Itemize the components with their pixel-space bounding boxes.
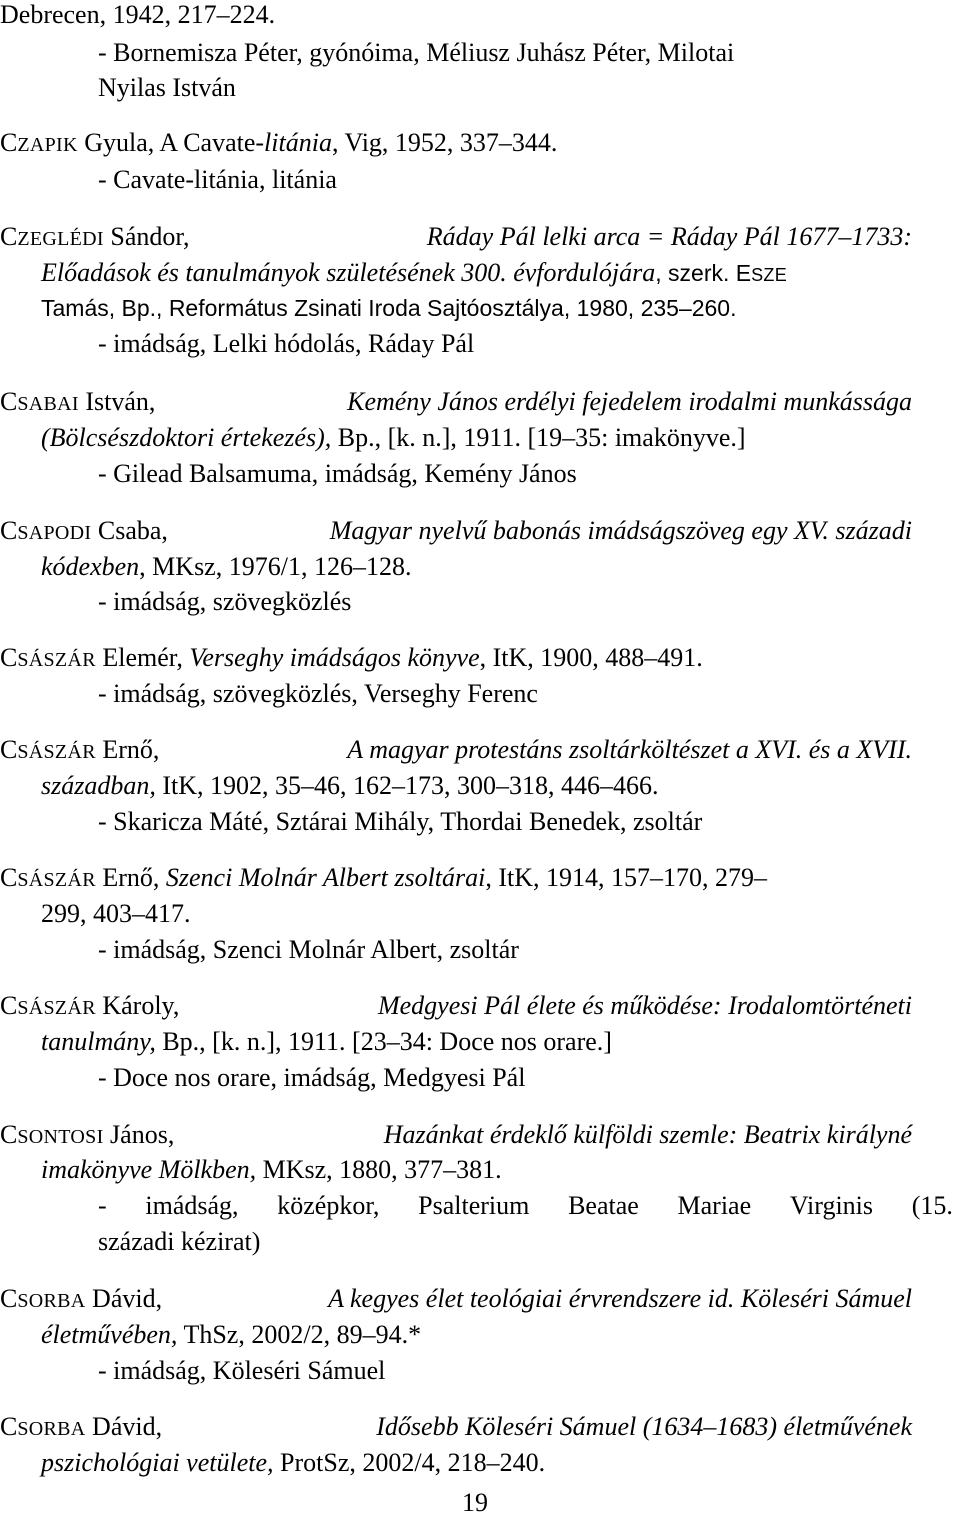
author-initial: C xyxy=(0,387,18,416)
bib-entry xyxy=(0,385,912,419)
author-surname: SORBA xyxy=(17,1418,86,1440)
entry-line xyxy=(41,769,659,803)
page-number: 19 xyxy=(462,1488,488,1517)
bib-entry xyxy=(0,126,557,160)
publication: ThSz, 2002/2, 89–94.* xyxy=(177,1320,422,1349)
author-surname: SÁSZÁR xyxy=(17,741,96,763)
author-surname: ZEGLÉDI xyxy=(17,228,104,250)
bib-entry xyxy=(0,733,912,767)
title: életművében, xyxy=(41,1320,178,1349)
author-first-name: Károly, xyxy=(102,991,180,1020)
entry-line xyxy=(41,1446,545,1480)
author-surname: ZAPIK xyxy=(17,134,78,156)
title: Medgyesi Pál élete és működése: Irodalomtörténeti xyxy=(377,991,912,1020)
title: Verseghy imádságos könyve xyxy=(189,643,480,672)
keyword-line: - imádság, Szenci Molnár Albert, zsoltár xyxy=(98,935,519,964)
keyword-line: - Bornemisza Péter, gyónóima, Méliusz Juhász Péter, Milotai xyxy=(98,38,735,67)
keyword-line: - Cavate-litánia, litánia xyxy=(98,165,337,194)
publication: ProtSz, 2002/4, 218–240. xyxy=(273,1448,546,1477)
author-first-name: István, xyxy=(85,387,156,416)
publication: ItK, 1902, 35–46, 162–173, 300–318, 446–466. xyxy=(155,771,659,800)
publication: , ItK, 1914, 157–170, 279– xyxy=(485,863,768,892)
keyword-word: Virginis xyxy=(789,1191,874,1220)
author-first-name: Gyula, xyxy=(84,128,155,157)
author-first-name: Ernő, xyxy=(102,863,160,892)
title: A magyar protestáns zsoltárköltészet a XVI. és a XVII. xyxy=(347,735,912,764)
publication: , szerk. xyxy=(655,260,736,286)
author-initial: C xyxy=(0,222,18,251)
entry-line xyxy=(41,256,787,290)
title-italic: litánia xyxy=(264,128,332,157)
author-surname: SÁSZÁR xyxy=(17,869,96,891)
title: században, xyxy=(41,771,156,800)
entry-line: 299, 403–417. xyxy=(41,899,191,928)
keyword-line: - imádság, szövegközlés, Verseghy Ferenc xyxy=(98,679,538,708)
publication: , ItK, 1900, 488–491. xyxy=(479,643,703,672)
title: pszichológiai vetülete, xyxy=(41,1448,274,1477)
keyword-line: Nyilas István xyxy=(98,73,236,102)
keyword-word: Psalterium xyxy=(418,1191,530,1220)
author-initial: C xyxy=(0,1120,18,1149)
title: Hazánkat érdeklő külföldi szemle: Beatrix királyné xyxy=(383,1120,912,1149)
publication: MKsz, 1880, 377–381. xyxy=(256,1155,502,1184)
entry-line xyxy=(41,421,746,455)
keyword-word: Beatae xyxy=(568,1191,639,1220)
title: Magyar nyelvű babonás imádságszöveg egy XV. századi xyxy=(329,516,912,545)
keyword-line: - Gilead Balsamuma, imádság, Kemény János xyxy=(98,459,577,488)
author-initial: C xyxy=(0,1284,18,1313)
keyword-line: - Skaricza Máté, Sztárai Mihály, Thordai Benedek, zsoltár xyxy=(98,807,703,836)
title: (Bölcsészdoktori értekezés), xyxy=(41,423,332,452)
keyword-word: középkor, xyxy=(277,1191,380,1220)
keyword-word: imádság, xyxy=(145,1191,239,1220)
entry-line xyxy=(41,1025,612,1059)
author-first-name: Csaba, xyxy=(97,516,168,545)
title: tanulmány, xyxy=(41,1027,156,1056)
author-initial: C xyxy=(0,735,18,764)
publication: , Vig, 1952, 337–344. xyxy=(331,128,558,157)
title: imakönyve Mölkben, xyxy=(41,1155,257,1184)
author-first-name: Elemér, xyxy=(102,643,183,672)
author-initial: C xyxy=(0,1412,18,1441)
editor-first-name: Tamás, Bp. xyxy=(41,295,157,321)
publication: Bp., [k. n.], 1911. [23–34: Doce nos orare.] xyxy=(155,1027,612,1056)
bib-entry xyxy=(0,1282,912,1316)
keyword-word: Mariae xyxy=(677,1191,752,1220)
entry-line xyxy=(41,291,737,325)
publication: , Református Zsinati Iroda Sajtóosztálya, 1980, 235–260. xyxy=(156,295,737,321)
keyword-line: - imádság, szövegközlés xyxy=(98,587,352,616)
editor-initial: E xyxy=(735,260,752,286)
title: Kemény János erdélyi fejedelem irodalmi munkássága xyxy=(347,387,912,416)
author-initial: C xyxy=(0,516,18,545)
bib-entry xyxy=(0,1118,912,1152)
entry-line xyxy=(41,550,411,584)
title: A Cavate- xyxy=(159,128,265,157)
author-first-name: Dávid, xyxy=(92,1412,163,1441)
title: Ráday Pál lelki arca = Ráday Pál 1677–1733: xyxy=(426,222,912,251)
title: A kegyes élet teológiai érvrendszere id. Köleséri Sámuel xyxy=(328,1284,912,1313)
author-surname: SABAI xyxy=(17,393,79,415)
author-surname: SORBA xyxy=(17,1290,86,1312)
title: Idősebb Köleséri Sámuel (1634–1683) életművének xyxy=(376,1412,912,1441)
title: Szenci Molnár Albert zsoltárai xyxy=(165,863,486,892)
title: Előadások és tanulmányok születésének 300. évfordulójára xyxy=(41,258,656,287)
bib-entry xyxy=(0,861,767,895)
author-first-name: Dávid, xyxy=(92,1284,163,1313)
author-first-name: Ernő, xyxy=(102,735,160,764)
author-surname: SONTOSI xyxy=(17,1126,104,1148)
keyword-line: - Doce nos orare, imádság, Medgyesi Pál xyxy=(98,1063,526,1092)
bib-entry xyxy=(0,989,912,1023)
entry-line xyxy=(41,1318,421,1352)
author-surname: SAPODI xyxy=(17,522,92,544)
bib-entry xyxy=(0,1410,912,1444)
keyword-word: (15. xyxy=(911,1191,953,1220)
bib-entry xyxy=(0,514,912,548)
keyword-word: - xyxy=(98,1191,107,1220)
author-initial: C xyxy=(0,128,18,157)
author-surname: SÁSZÁR xyxy=(17,649,96,671)
keyword-line: - imádság, Lelki hódolás, Ráday Pál xyxy=(98,329,475,358)
keyword-line xyxy=(98,1189,953,1223)
keyword-line: - imádság, Köleséri Sámuel xyxy=(98,1356,386,1385)
entry-line: Debrecen, 1942, 217–224. xyxy=(0,0,276,29)
keyword-line: századi kézirat) xyxy=(98,1227,261,1256)
bib-entry xyxy=(0,220,912,254)
title: kódexben xyxy=(41,552,140,581)
bib-entry xyxy=(0,641,703,675)
author-surname: SÁSZÁR xyxy=(17,997,96,1019)
author-first-name: János, xyxy=(110,1120,175,1149)
author-initial: C xyxy=(0,863,18,892)
publication: , MKsz, 1976/1, 126–128. xyxy=(139,552,412,581)
publication: Bp., [k. n.], 1911. [19–35: imakönyve.] xyxy=(331,423,746,452)
editor-surname: SZE xyxy=(751,265,788,285)
entry-line xyxy=(41,1153,502,1187)
author-initial: C xyxy=(0,991,18,1020)
author-first-name: Sándor, xyxy=(110,222,190,251)
author-initial: C xyxy=(0,643,18,672)
